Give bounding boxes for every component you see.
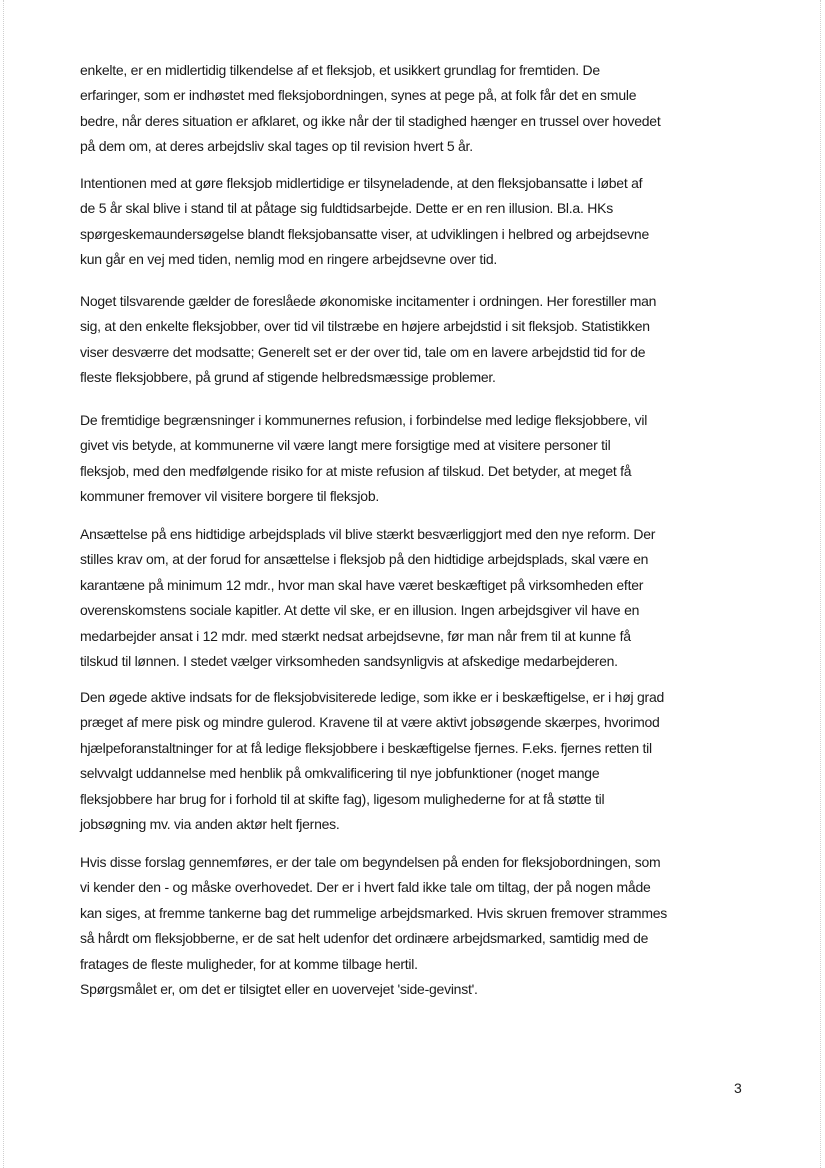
page-number: 3 xyxy=(734,1080,742,1096)
text-line: de 5 år skal blive i stand til at påtage sig fuldtidsarbejde. Dette er en ren illusion. Bl.a. HKs xyxy=(80,200,613,217)
text-line: Intentionen med at gøre fleksjob midlertidige er tilsyneladende, at den fleksjobansatte i løbet af xyxy=(80,175,643,191)
paragraph xyxy=(80,850,667,1002)
text-line: spørgeskemaundersøgelse blandt fleksjobansatte viser, at udviklingen i helbred og arbejdsevne xyxy=(80,225,649,242)
text-line: Hvis disse forslag gennemføres, er der tale om begyndelsen på enden for fleksjobordningen, som xyxy=(80,854,661,870)
paragraph xyxy=(80,522,655,674)
text-line: Noget tilsvarende gælder de foreslåede økonomiske incitamenter i ordningen. Her forestiller man xyxy=(80,293,657,309)
text-line: fleste fleksjobbere, på grund af stigende helbredsmæssige problemer. xyxy=(80,369,496,386)
paragraph xyxy=(80,289,656,391)
text-line: jobsøgning mv. via anden aktør helt fjernes. xyxy=(80,815,340,832)
text-line: givet vis betyde, at kommunerne vil være langt mere forsigtige med at visitere personer til xyxy=(80,437,611,454)
text-line: fleksjobbere har brug for i forhold til at skifte fag), ligesom mulighederne for at få støtte til xyxy=(80,790,605,807)
text-line: viser desværre det modsatte; Generelt set er der over tid, tale om en lavere arbejdstid tid for de xyxy=(80,343,646,360)
text-line: selvvalgt uddannelse med henblik på omkvalificering til nye jobfunktioner (noget mange xyxy=(80,765,600,782)
text-line: bedre, når deres situation er afklaret, og ikke når der til stadighed hænger en trussel over hovedet xyxy=(80,112,661,129)
scan-edge-right xyxy=(820,0,822,1168)
text-line: vi kender den - og måske overhovedet. Der er i hvert fald ikke tale om tiltag, der på nogen måde xyxy=(80,879,651,896)
text-line: hjælpeforanstaltninger for at få ledige fleksjobbere i beskæftigelse fjernes. F.eks. fjernes retten til xyxy=(80,739,652,756)
text-line: overenskomstens sociale kapitler. At dette vil ske, er en illusion. Ingen arbejdsgiver vil have en xyxy=(80,602,640,619)
text-line: erfaringer, som er indhøstet med fleksjobordningen, synes at pege på, at folk får det en smule xyxy=(80,87,637,104)
text-line: præget af mere pisk og mindre gulerod. Kravene til at være aktivt jobsøgende skærpes, hvorimod xyxy=(80,714,660,731)
text-line: enkelte, er en midlertidig tilkendelse af et fleksjob, et usikkert grundlag for fremtiden. De xyxy=(80,62,600,78)
text-line: fratages de fleste muligheder, for at komme tilbage hertil. xyxy=(80,955,418,972)
paragraph xyxy=(80,58,660,160)
text-line: Spørgsmålet er, om det er tilsigtet eller en uovervejet 'side-gevinst'. xyxy=(80,980,478,997)
scan-edge-left xyxy=(3,0,5,1168)
text-line: så hårdt om fleksjobberne, er de sat helt udenfor det ordinære arbejdsmarked, samtidig med de xyxy=(80,930,649,947)
paragraph xyxy=(80,685,664,837)
paragraph xyxy=(80,171,649,273)
text-line: tilskud til lønnen. I stedet vælger virksomheden sandsynligvis at afskedige medarbejderen. xyxy=(80,652,618,669)
text-line: sig, at den enkelte fleksjobber, over tid vil tilstræbe en højere arbejdstid i sit fleksjob. Statistikken xyxy=(80,318,650,335)
text-line: stilles krav om, at der forud for ansættelse i fleksjob på den hidtidige arbejdsplads, skal være en xyxy=(80,551,649,568)
text-line: De fremtidige begrænsninger i kommunernes refusion, i forbindelse med ledige fleksjobbere, vil xyxy=(80,412,648,428)
text-line: Ansættelse på ens hidtidige arbejdsplads vil blive stærkt besværliggjort med den nye reform. Der xyxy=(80,526,656,542)
paragraph xyxy=(80,408,647,510)
text-line: kan siges, at fremme tankerne bag det rummelige arbejdsmarked. Hvis skruen fremover strammes xyxy=(80,904,668,921)
text-line: på dem om, at deres arbejdsliv skal tages op til revision hvert 5 år. xyxy=(80,138,473,155)
text-line: kun går en vej med tiden, nemlig mod en ringere arbejdsevne over tid. xyxy=(80,251,497,268)
text-line: karantæne på minimum 12 mdr., hvor man skal have været beskæftiget på virksomheden efter xyxy=(80,576,644,593)
text-line: fleksjob, med den medfølgende risiko for at miste refusion af tilskud. Det betyder, at meget få xyxy=(80,462,632,479)
text-line: medarbejder ansat i 12 mdr. med stærkt nedsat arbejdsevne, før man når frem til at kunne få xyxy=(80,627,631,644)
text-line: Den øgede aktive indsats for de fleksjobvisiterede ledige, som ikke er i beskæftigelse, er i høj grad xyxy=(80,689,665,705)
text-line: kommuner fremover vil visitere borgere til fleksjob. xyxy=(80,488,379,505)
